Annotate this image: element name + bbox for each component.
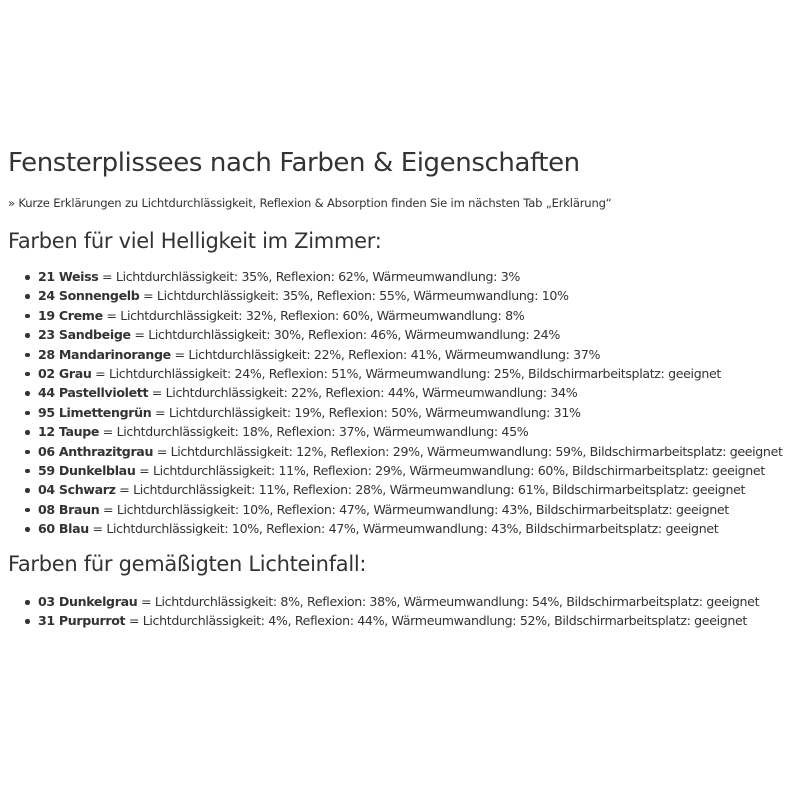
- color-name: 21 Weiss: [38, 269, 99, 284]
- color-properties: = Lichtdurchlässigkeit: 4%, Reflexion: 44%, Wärmeumwandlung: 52%, Bildschirmarbeitsplatz: geeignet: [125, 613, 748, 629]
- list-item: [38, 592, 759, 611]
- color-list-bright: [38, 267, 783, 538]
- color-properties: = Lichtdurchlässigkeit: 35%, Reflexion: 55%, Wärmeumwandlung: 10%: [139, 288, 569, 304]
- color-properties: = Lichtdurchlässigkeit: 10%, Reflexion: 47%, Wärmeumwandlung: 43%, Bildschirmarbeitsplatz: geeignet: [88, 521, 719, 537]
- list-item: [38, 364, 783, 383]
- color-name: 08 Braun: [38, 501, 100, 517]
- color-name: 44 Pastellviolett: [38, 385, 149, 401]
- color-properties: = Lichtdurchlässigkeit: 10%, Reflexion: 47%, Wärmeumwandlung: 43%, Bildschirmarbeitsplatz: geeignet: [99, 501, 729, 517]
- color-name: 04 Schwarz: [38, 482, 116, 498]
- intro-text: » Kurze Erklärungen zu Lichtdurchlässigkeit, Reflexion & Absorption finden Sie im nächsten Tab „Erklärung“: [8, 196, 612, 210]
- color-properties: = Lichtdurchlässigkeit: 24%, Reflexion: 51%, Wärmeumwandlung: 25%, Bildschirmarbeitsplatz: geeignet: [91, 365, 721, 381]
- color-properties: = Lichtdurchlässigkeit: 11%, Reflexion: 28%, Wärmeumwandlung: 61%, Bildschirmarbeitsplatz: geeignet: [115, 482, 746, 498]
- color-name: 59 Dunkelblau: [38, 462, 136, 478]
- list-item: [38, 500, 783, 519]
- color-name: 19 Creme: [38, 307, 103, 323]
- list-item: [38, 442, 783, 461]
- list-item: [38, 611, 759, 630]
- color-name: 28 Mandarinorange: [38, 346, 171, 362]
- color-name: 02 Grau: [38, 365, 92, 381]
- color-properties: = Lichtdurchlässigkeit: 11%, Reflexion: 29%, Wärmeumwandlung: 60%, Bildschirmarbeitsplatz: geeignet: [135, 462, 765, 478]
- list-item: [38, 422, 783, 441]
- color-properties: = Lichtdurchlässigkeit: 22%, Reflexion: 41%, Wärmeumwandlung: 37%: [170, 346, 601, 362]
- color-properties: = Lichtdurchlässigkeit: 30%, Reflexion: 46%, Wärmeumwandlung: 24%: [130, 327, 560, 343]
- section-heading-moderate: Farben für gemäßigten Lichteinfall:: [8, 552, 367, 576]
- color-properties: = Lichtdurchlässigkeit: 22%, Reflexion: 44%, Wärmeumwandlung: 34%: [148, 385, 578, 401]
- color-name: 60 Blau: [38, 521, 89, 537]
- list-item: [38, 519, 783, 538]
- color-name: 23 Sandbeige: [38, 327, 131, 343]
- color-properties: = Lichtdurchlässigkeit: 18%, Reflexion: 37%, Wärmeumwandlung: 45%: [99, 424, 529, 440]
- page-title: Fensterplissees nach Farben & Eigenschaften: [8, 148, 580, 178]
- list-item: [38, 480, 783, 499]
- color-properties: = Lichtdurchlässigkeit: 19%, Reflexion: 50%, Wärmeumwandlung: 31%: [151, 404, 581, 420]
- color-properties: = Lichtdurchlässigkeit: 12%, Reflexion: 29%, Wärmeumwandlung: 59%, Bildschirmarbeitsplatz: geeignet: [153, 443, 783, 459]
- color-name: 95 Limettengrün: [38, 404, 152, 420]
- list-item: [38, 325, 783, 344]
- list-item: [38, 267, 783, 286]
- list-item: [38, 403, 783, 422]
- list-item: [38, 345, 783, 364]
- color-properties: = Lichtdurchlässigkeit: 35%, Reflexion: 62%, Wärmeumwandlung: 3%: [98, 269, 520, 284]
- color-list-moderate: [38, 592, 759, 631]
- color-name: 12 Taupe: [38, 424, 100, 440]
- section-heading-bright: Farben für viel Helligkeit im Zimmer:: [8, 229, 382, 253]
- color-properties: = Lichtdurchlässigkeit: 32%, Reflexion: 60%, Wärmeumwandlung: 8%: [102, 307, 525, 323]
- list-item: [38, 286, 783, 305]
- list-item: [38, 461, 783, 480]
- list-item: [38, 306, 783, 325]
- color-properties: = Lichtdurchlässigkeit: 8%, Reflexion: 38%, Wärmeumwandlung: 54%, Bildschirmarbeitsplatz: geeignet: [137, 594, 760, 609]
- color-name: 03 Dunkelgrau: [38, 594, 138, 609]
- color-name: 24 Sonnengelb: [38, 288, 140, 304]
- color-name: 31 Purpurrot: [38, 613, 126, 629]
- list-item: [38, 383, 783, 402]
- color-name: 06 Anthrazitgrau: [38, 443, 154, 459]
